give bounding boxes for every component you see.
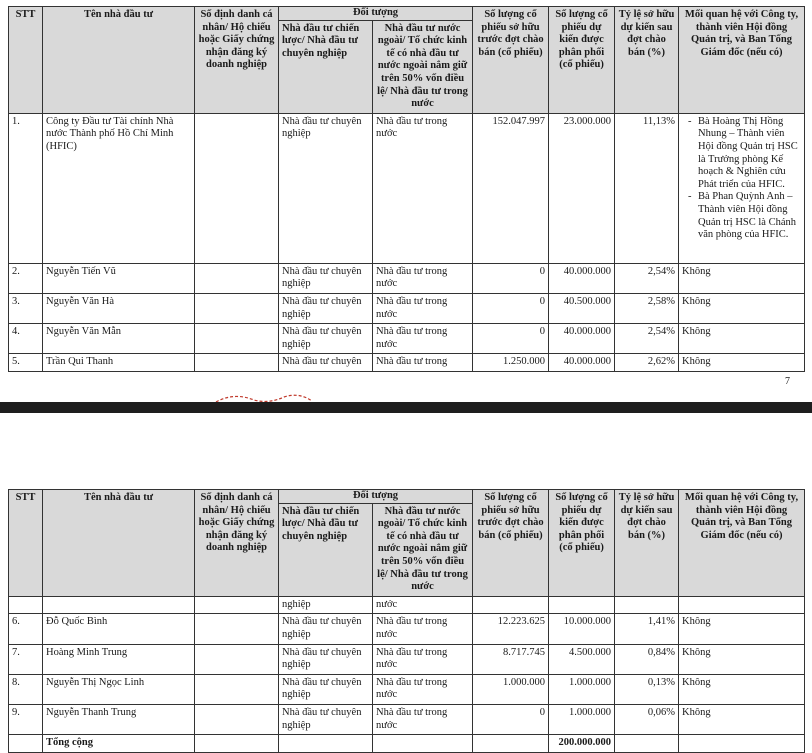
row-stt	[9, 596, 43, 614]
table-row	[9, 354, 805, 372]
row-id-number	[195, 644, 279, 674]
header-shares-before: Số lượng cổ phiếu sở hữu trước đợt chào bán (cổ phiếu)	[473, 490, 549, 597]
total-stt	[9, 735, 43, 753]
row-stt: 1.	[9, 113, 43, 263]
row-relationship: Không	[679, 293, 805, 323]
header-ownership-ratio: Tỷ lệ sở hữu dự kiến sau đợt chào bán (%)	[615, 490, 679, 597]
row-investor-name: Đỗ Quốc Bình	[43, 614, 195, 644]
row-investor-name: Nguyễn Thanh Trung	[43, 704, 195, 734]
row-shares-before: 1.000.000	[473, 674, 549, 704]
row-shares-before	[473, 596, 549, 614]
row-id-number	[195, 354, 279, 372]
table-row	[9, 293, 805, 323]
row-type-professional: Nhà đầu tư chuyên nghiệp	[279, 324, 373, 354]
row-stt: 9.	[9, 704, 43, 734]
row-investor-name: Trần Qui Thanh	[43, 354, 195, 372]
row-ownership-ratio: 11,13%	[615, 113, 679, 263]
row-id-number	[195, 324, 279, 354]
row-ownership-ratio: 1,41%	[615, 614, 679, 644]
row-stt: 4.	[9, 324, 43, 354]
row-type-domestic: Nhà đầu tư trong nước	[373, 293, 473, 323]
row-relationship: Không	[679, 644, 805, 674]
header-target-strategic: Nhà đầu tư chiến lược/ Nhà đầu tư chuyên nghiệp	[279, 503, 373, 596]
row-relationship: Không	[679, 354, 805, 372]
row-ownership-ratio	[615, 596, 679, 614]
table-row	[9, 674, 805, 704]
row-stt: 7.	[9, 644, 43, 674]
header-shares-before: Số lượng cổ phiếu sở hữu trước đợt chào bán (cổ phiếu)	[473, 7, 549, 114]
row-shares-allotted: 40.500.000	[549, 293, 615, 323]
row-type-professional: Nhà đầu tư chuyên nghiệp	[279, 113, 373, 263]
row-stt: 2.	[9, 263, 43, 293]
row-investor-name: Nguyễn Tiến Vũ	[43, 263, 195, 293]
row-relationship: Không	[679, 674, 805, 704]
row-relationship: Không	[679, 324, 805, 354]
row-type-domestic: Nhà đầu tư trong nước	[373, 324, 473, 354]
row-type-domestic: Nhà đầu tư trong nước	[373, 614, 473, 644]
row-shares-allotted: 23.000.000	[549, 113, 615, 263]
row-type-domestic: Nhà đầu tư trong nước	[373, 113, 473, 263]
total-before	[473, 735, 549, 753]
row-shares-allotted	[549, 596, 615, 614]
row-shares-before: 12.223.625	[473, 614, 549, 644]
header-shares-allotted: Số lượng cổ phiếu dự kiến được phân phối (cổ phiếu)	[549, 7, 615, 114]
table-row	[9, 263, 805, 293]
row-id-number	[195, 263, 279, 293]
header-relationship: Mối quan hệ với Công ty, thành viên Hội đồng Quản trị, và Ban Tổng Giám đốc (nếu có)	[679, 7, 805, 114]
total-id	[195, 735, 279, 753]
row-ownership-ratio: 2,58%	[615, 293, 679, 323]
table-total-row	[9, 735, 805, 753]
header-id-number: Số định danh cá nhân/ Hộ chiếu hoặc Giấy chứng nhận đăng ký doanh nghiệp	[195, 7, 279, 114]
row-type-professional: Nhà đầu tư chuyên nghiệp	[279, 704, 373, 734]
row-id-number	[195, 596, 279, 614]
relationship-item: - Bà Phan Quỳnh Anh – Thành viên Hội đồng Quản trị HSC là Chánh văn phòng của HFIC.	[692, 191, 801, 241]
row-shares-allotted: 1.000.000	[549, 674, 615, 704]
row-shares-before: 0	[473, 704, 549, 734]
row-type-professional: nghiệp	[279, 596, 373, 614]
row-shares-allotted: 40.000.000	[549, 263, 615, 293]
row-investor-name: Hoàng Minh Trung	[43, 644, 195, 674]
row-ownership-ratio: 2,54%	[615, 324, 679, 354]
row-shares-before: 0	[473, 263, 549, 293]
header-ownership-ratio: Tỷ lệ sở hữu dự kiến sau đợt chào bán (%)	[615, 7, 679, 114]
row-type-professional: Nhà đầu tư chuyên nghiệp	[279, 614, 373, 644]
row-ownership-ratio: 2,62%	[615, 354, 679, 372]
row-ownership-ratio: 0,84%	[615, 644, 679, 674]
row-type-domestic: Nhà đầu tư trong nước	[373, 704, 473, 734]
header-target-strategic: Nhà đầu tư chiến lược/ Nhà đầu tư chuyên nghiệp	[279, 20, 373, 113]
row-type-domestic: Nhà đầu tư trong	[373, 354, 473, 372]
table-row	[9, 324, 805, 354]
row-shares-allotted: 1.000.000	[549, 704, 615, 734]
row-type-professional: Nhà đầu tư chuyên nghiệp	[279, 293, 373, 323]
row-shares-before: 8.717.745	[473, 644, 549, 674]
row-shares-before: 0	[473, 324, 549, 354]
header-stt: STT	[9, 490, 43, 597]
row-shares-allotted: 4.500.000	[549, 644, 615, 674]
header-target-foreign: Nhà đầu tư nước ngoài/ Tổ chức kinh tế có nhà đầu tư nước ngoài nắm giữ trên 50% vốn điều lệ/ Nhà đầu tư trong nước	[373, 20, 473, 113]
table-row	[9, 704, 805, 734]
row-type-domestic: Nhà đầu tư trong nước	[373, 644, 473, 674]
row-type-domestic: Nhà đầu tư trong nước	[373, 263, 473, 293]
table-row	[9, 644, 805, 674]
row-shares-allotted: 40.000.000	[549, 324, 615, 354]
row-ownership-ratio: 0,06%	[615, 704, 679, 734]
header-relationship: Mối quan hệ với Công ty, thành viên Hội đồng Quản trị, và Ban Tổng Giám đốc (nếu có)	[679, 490, 805, 597]
row-investor-name: Nguyễn Văn Mẫn	[43, 324, 195, 354]
row-stt: 5.	[9, 354, 43, 372]
header-investor-name: Tên nhà đầu tư	[43, 7, 195, 114]
total-label: Tổng cộng	[43, 735, 195, 753]
table-row	[9, 113, 805, 263]
relationship-list	[682, 116, 801, 242]
row-type-domestic: nước	[373, 596, 473, 614]
relationship-item: - Bà Hoàng Thị Hồng Nhung – Thành viên Hội đồng Quản trị HSC là Trưởng phòng Kế hoạch & Nghiên cứu Phát triển của HFIC.	[692, 116, 801, 192]
row-shares-before: 152.047.997	[473, 113, 549, 263]
row-id-number	[195, 674, 279, 704]
header-investor-name: Tên nhà đầu tư	[43, 490, 195, 597]
row-shares-before: 1.250.000	[473, 354, 549, 372]
page-break-divider	[0, 402, 812, 413]
table-row	[9, 614, 805, 644]
row-investor-name	[43, 596, 195, 614]
row-type-domestic: Nhà đầu tư trong nước	[373, 674, 473, 704]
row-type-professional: Nhà đầu tư chuyên nghiệp	[279, 644, 373, 674]
page-number: 7	[785, 376, 790, 387]
row-investor-name: Công ty Đầu tư Tài chính Nhà nước Thành phố Hồ Chí Minh (HFIC)	[43, 113, 195, 263]
page-2-table-block	[8, 489, 804, 753]
row-investor-name: Nguyễn Văn Hà	[43, 293, 195, 323]
total-type2	[373, 735, 473, 753]
row-relationship	[679, 113, 805, 263]
investor-table-page-2	[8, 489, 805, 753]
row-type-professional: Nhà đầu tư chuyên	[279, 354, 373, 372]
header-target: Đối tượng	[279, 490, 473, 504]
row-shares-allotted: 10.000.000	[549, 614, 615, 644]
row-relationship: Không	[679, 614, 805, 644]
page-1-table-block	[8, 6, 804, 372]
row-id-number	[195, 614, 279, 644]
row-ownership-ratio: 2,54%	[615, 263, 679, 293]
row-id-number	[195, 704, 279, 734]
row-shares-before: 0	[473, 293, 549, 323]
header-target: Đối tượng	[279, 7, 473, 21]
row-relationship: Không	[679, 263, 805, 293]
total-allotted: 200.000.000	[549, 735, 615, 753]
row-shares-allotted: 40.000.000	[549, 354, 615, 372]
header-shares-allotted: Số lượng cổ phiếu dự kiến được phân phối (cổ phiếu)	[549, 490, 615, 597]
header-id-number: Số định danh cá nhân/ Hộ chiếu hoặc Giấy chứng nhận đăng ký doanh nghiệp	[195, 490, 279, 597]
row-type-professional: Nhà đầu tư chuyên nghiệp	[279, 263, 373, 293]
total-type1	[279, 735, 373, 753]
header-stt: STT	[9, 7, 43, 114]
total-relation	[679, 735, 805, 753]
header-target-foreign: Nhà đầu tư nước ngoài/ Tổ chức kinh tế có nhà đầu tư nước ngoài nắm giữ trên 50% vốn điều lệ/ Nhà đầu tư trong nước	[373, 503, 473, 596]
row-id-number	[195, 293, 279, 323]
row-stt: 3.	[9, 293, 43, 323]
row-type-professional: Nhà đầu tư chuyên nghiệp	[279, 674, 373, 704]
investor-table-page-1	[8, 6, 805, 372]
row-ownership-ratio: 0,13%	[615, 674, 679, 704]
row-investor-name: Nguyễn Thị Ngọc Linh	[43, 674, 195, 704]
row-id-number	[195, 113, 279, 263]
row-stt: 8.	[9, 674, 43, 704]
row-relationship: Không	[679, 704, 805, 734]
table-row-continuation	[9, 596, 805, 614]
row-stt: 6.	[9, 614, 43, 644]
total-ratio	[615, 735, 679, 753]
row-relationship	[679, 596, 805, 614]
